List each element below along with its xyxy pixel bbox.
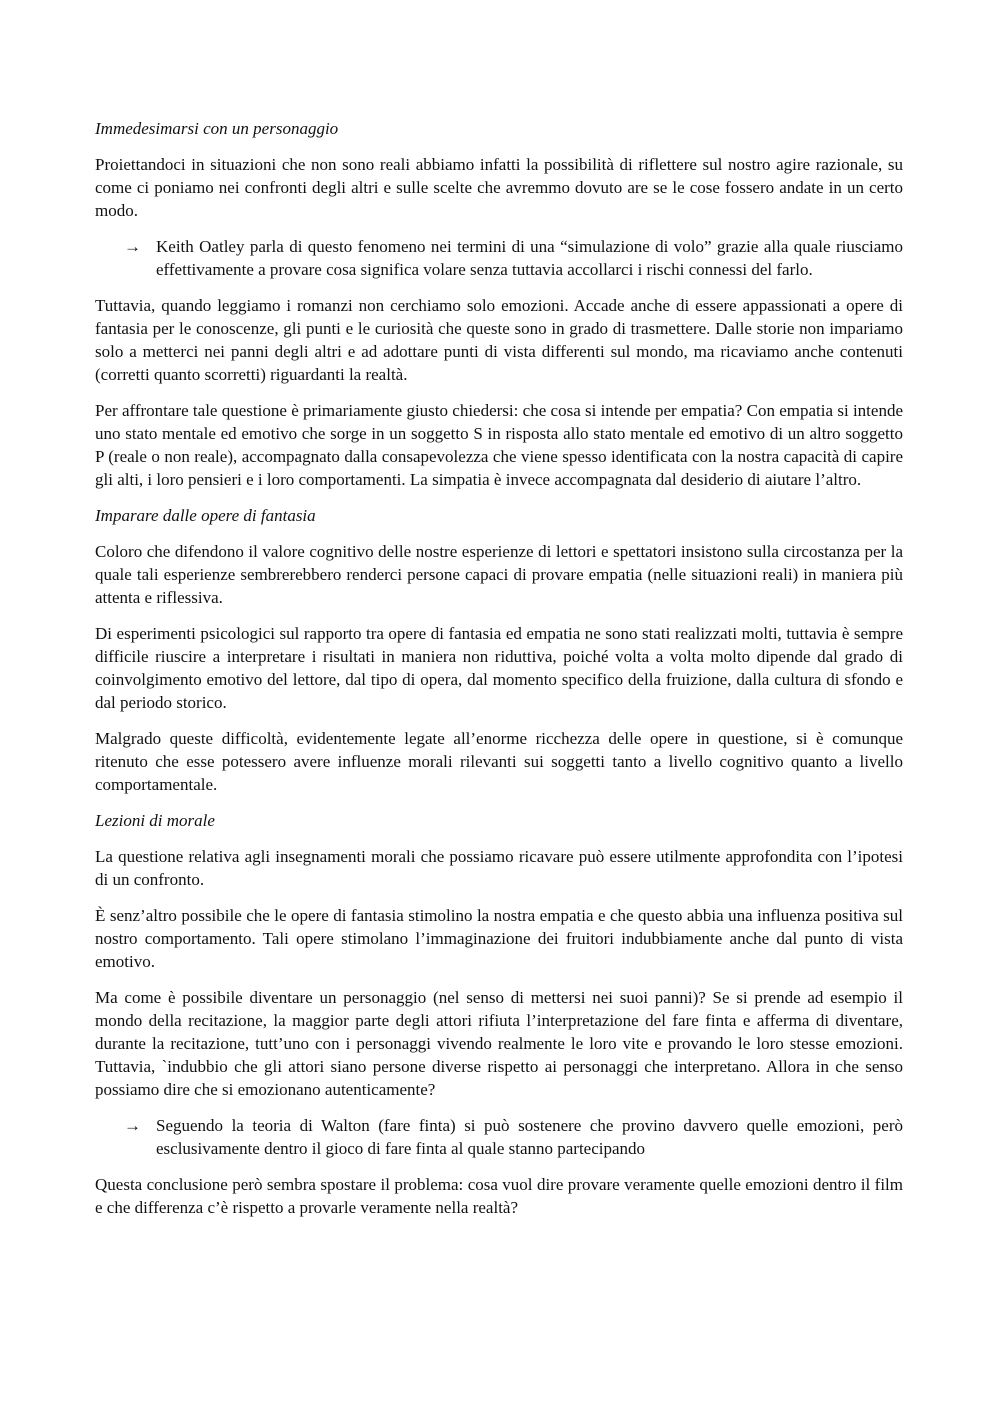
bullet-text: Keith Oatley parla di questo fenomeno nei termini di una “simulazione di volo” grazie alla quale riusciamo effettivamente a provare cosa significa volare senza tuttavia accollarci i rischi connessi del farlo. [156,237,903,279]
paragraph: Ma come è possibile diventare un personaggio (nel senso di mettersi nei suoi panni)? Se si prende ad esempio il mondo della recitazione, la maggior parte degli attori rifiuta l’interpretazione del fare finta e afferma di diventare, durante la recitazione, tutt’uno con i personaggi vivendo realmente le loro vite e provando le loro stesse emozioni. Tuttavia, `indubbio che gli attori siano persone diverse rispetto ai personaggi che interpretano. Allora in che senso possiamo dire che si emozionano autenticamente? [95,988,903,1099]
section-heading: Immedesimarsi con un personaggio [95,119,339,138]
paragraph: La questione relativa agli insegnamenti morali che possiamo ricavare può essere utilmente approfondita con l’ipotesi di un confronto. [95,847,903,889]
bullet-item [95,1114,903,1160]
paragraph: Questa conclusione però sembra spostare il problema: cosa vuol dire provare veramente quelle emozioni dentro il film e che differenza c’è rispetto a provarle veramente nella realtà? [95,1175,903,1217]
paragraph: Per affrontare tale questione è primariamente giusto chiedersi: che cosa si intende per empatia? Con empatia si intende uno stato mentale ed emotivo che sorge in un soggetto S in risposta allo stato mentale ed emotivo di un altro soggetto P (reale o non reale), accompagnato dalla consapevolezza che viene spesso identificata con la nostra capacità di capire gli alti, i loro pensieri e i loro comportamenti. La simpatia è invece accompagnata dal desiderio di aiutare l’altro. [95,401,903,489]
bullet-text: Seguendo la teoria di Walton (fare finta) si può sostenere che provino davvero quelle emozioni, però esclusivamente dentro il gioco di fare finta al quale stanno partecipando [156,1116,903,1158]
section-heading: Imparare dalle opere di fantasia [95,506,316,525]
paragraph: Di esperimenti psicologici sul rapporto tra opere di fantasia ed empatia ne sono stati realizzati molti, tuttavia è sempre difficile riuscire a interpretare i risultati in maniera non riduttiva, poiché volta a volta molto dipende dal grado di coinvolgimento emotivo del lettore, dal tipo di opera, dal momento specifico della fruizione, dalla cultura di sfondo e dal periodo storico. [95,624,903,712]
paragraph: Malgrado queste difficoltà, evidentemente legate all’enorme ricchezza delle opere in questione, si è comunque ritenuto che esse potessero avere influenze morali rilevanti sui soggetti tanto a livello cognitivo quanto a livello comportamentale. [95,729,903,794]
paragraph: È senz’altro possibile che le opere di fantasia stimolino la nostra empatia e che questo abbia una influenza positiva sul nostro comportamento. Tali opere stimolano l’immaginazione dei fruitori indubbiamente anche dal punto di vista emotivo. [95,906,903,971]
paragraph: Tuttavia, quando leggiamo i romanzi non cerchiamo solo emozioni. Accade anche di essere appassionati a opere di fantasia per le conoscenze, gli punti e le curiosità che queste sono in grado di trasmettere. Dalle storie non impariamo solo a metterci nei panni degli altri e ad adottare punti di vista differenti sul mondo, ma ricaviamo anche contenuti (corretti quanto scorretti) riguardanti la realtà. [95,296,903,384]
bullet-item [95,235,903,281]
paragraph: Proiettandoci in situazioni che non sono reali abbiamo infatti la possibilità di riflettere sul nostro agire razionale, su come ci poniamo nei confronti degli altri e sulle scelte che avremmo dovuto are se le cose fossero andate in un certo modo. [95,155,903,220]
arrow-right-icon: → [124,1116,141,1135]
section-heading: Lezioni di morale [95,811,215,830]
paragraph: Coloro che difendono il valore cognitivo delle nostre esperienze di lettori e spettatori insistono sulla circostanza per la quale tali esperienze sembrerebbero renderci persone capaci di provare empatia (nelle situazioni reali) in maniera più attenta e riflessiva. [95,542,903,607]
arrow-right-icon: → [124,237,141,256]
